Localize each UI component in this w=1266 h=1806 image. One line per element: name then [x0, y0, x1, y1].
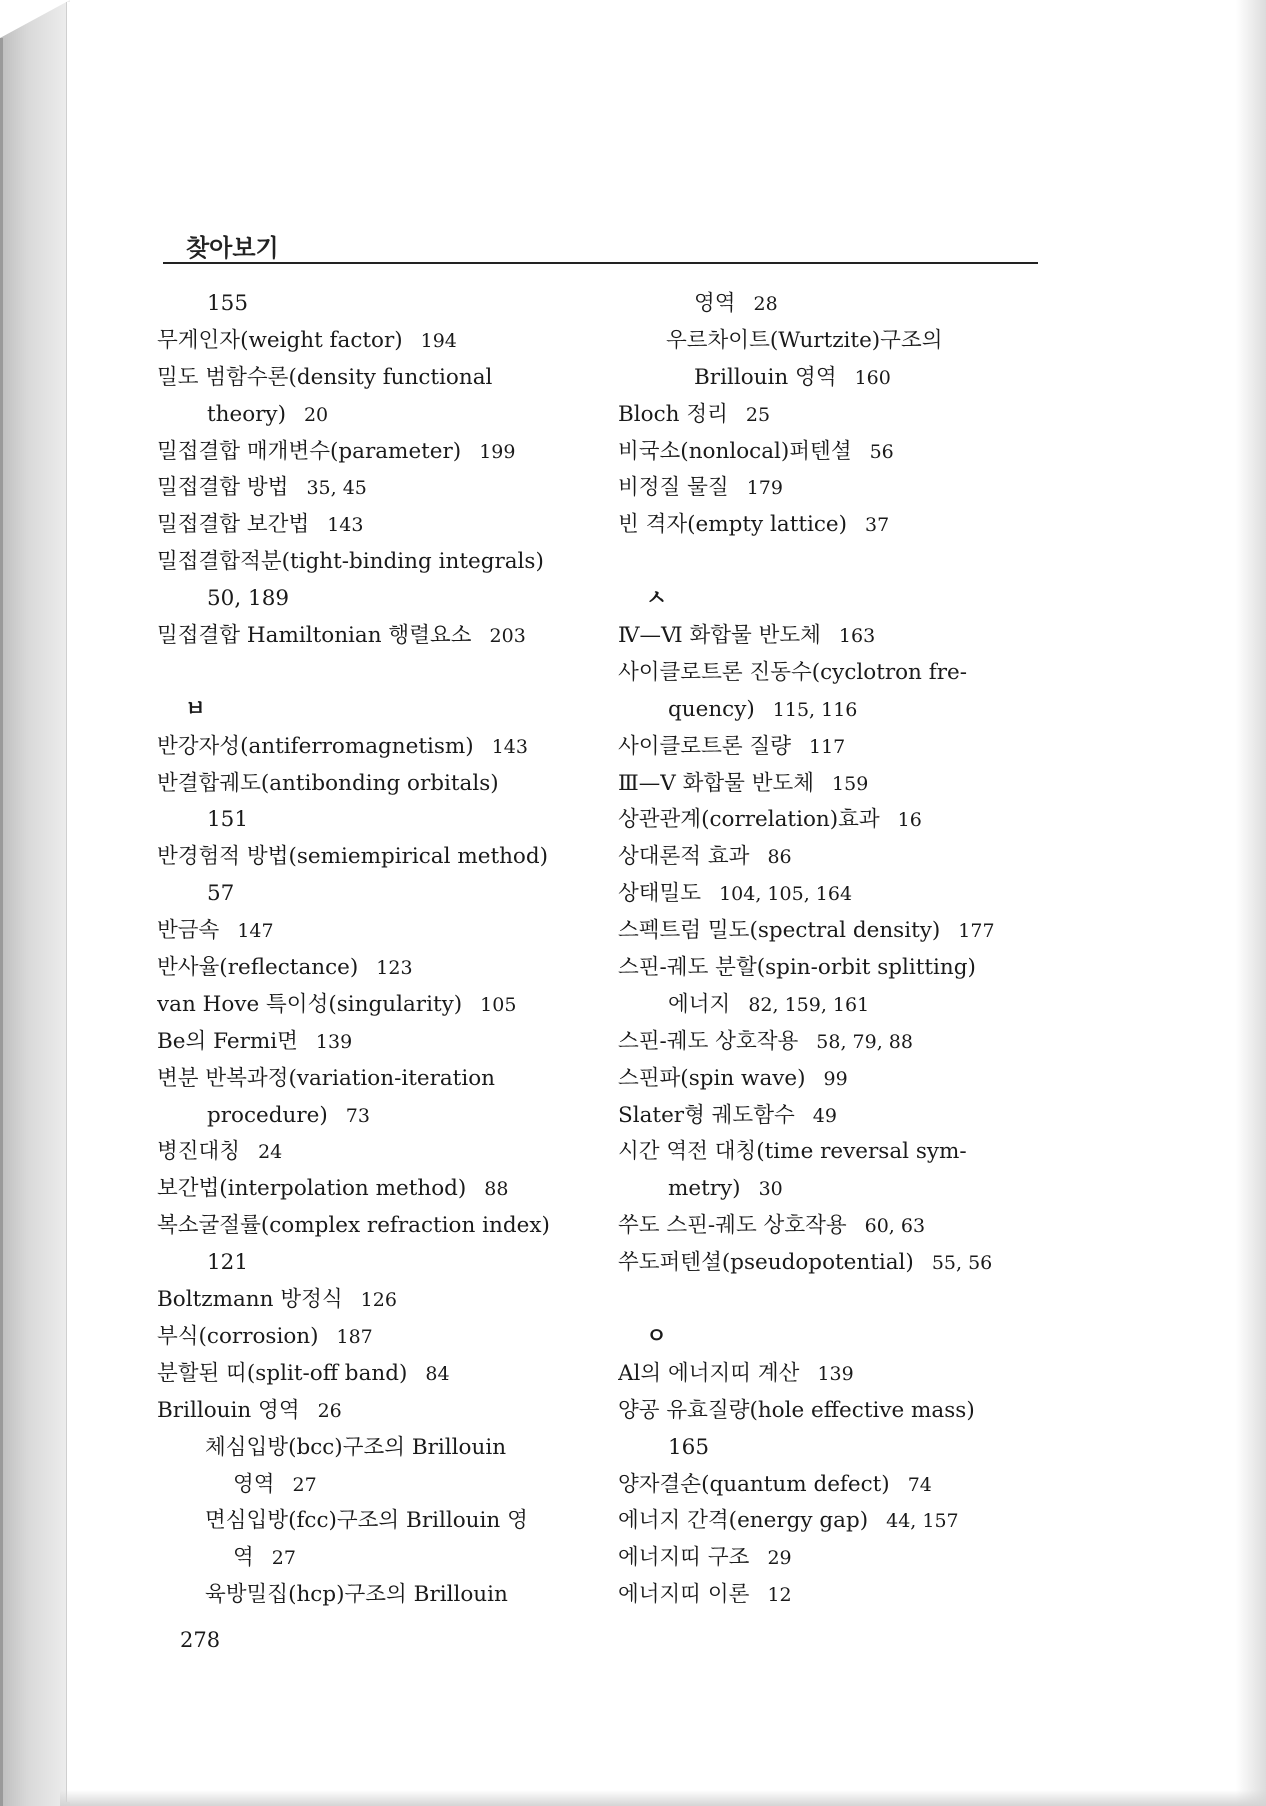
- index-entry: [157, 1577, 597, 1614]
- index-term: Ⅳ—Ⅵ 화합물 반도체: [618, 623, 821, 649]
- index-entry: [157, 1356, 597, 1393]
- index-entry: [157, 913, 597, 950]
- index-term: 50, 189: [207, 586, 290, 612]
- index-entry: [618, 1356, 1043, 1393]
- index-page-refs: 117: [809, 735, 846, 758]
- index-page-refs: 56: [869, 440, 894, 463]
- index-term: 사이클로트론 질량: [618, 733, 791, 759]
- index-entry: [618, 692, 1043, 729]
- index-page-refs: 16: [897, 809, 922, 832]
- index-entry: [157, 802, 597, 839]
- index-entry: [618, 1024, 1043, 1061]
- index-column-left: [157, 286, 597, 1614]
- index-term: 밀도 범함수론(density functional: [157, 364, 493, 390]
- index-page-refs: 86: [767, 846, 792, 869]
- index-term: Boltzmann 방정식: [157, 1287, 343, 1313]
- index-page-refs: 74: [907, 1473, 932, 1496]
- index-entry: [157, 1319, 597, 1356]
- index-term: 밀접결합적분(tight-binding integrals): [157, 549, 544, 575]
- index-term: 밀접결합 Hamiltonian 행렬요소: [157, 623, 472, 649]
- index-entry: [618, 950, 1043, 987]
- index-page-refs: 27: [292, 1473, 317, 1496]
- index-entry: [618, 876, 1043, 913]
- index-entry: [618, 766, 1043, 803]
- index-term: 반경험적 방법(semiempirical method): [157, 844, 549, 870]
- index-entry: [618, 1061, 1043, 1098]
- index-entry: [618, 507, 1043, 544]
- index-page-refs: 160: [854, 366, 891, 389]
- index-term: Brillouin 영역: [157, 1397, 300, 1423]
- index-term: 영역: [233, 1471, 275, 1497]
- index-term: 보간법(interpolation method): [157, 1176, 467, 1202]
- index-entry: [157, 1467, 597, 1504]
- index-entry: [618, 1282, 1043, 1319]
- index-term: 스핀-궤도 상호작용: [618, 1028, 799, 1054]
- index-term: 에너지 간격(energy gap): [618, 1508, 869, 1534]
- index-term: Brillouin 영역: [694, 364, 837, 390]
- index-term: 빈 격자(empty lattice): [618, 512, 848, 538]
- index-entry: [157, 397, 597, 434]
- index-entry: [618, 1467, 1043, 1504]
- index-term: 병진대칭: [157, 1139, 241, 1165]
- index-column-right: [618, 286, 1043, 1614]
- index-entry: [618, 913, 1043, 950]
- index-entry: [157, 1393, 597, 1430]
- index-entry: [157, 1208, 597, 1245]
- index-entry: [157, 1503, 597, 1540]
- index-section-heading: [157, 692, 597, 729]
- index-entry: [618, 729, 1043, 766]
- index-page-refs: 115, 116: [772, 698, 858, 721]
- index-entry: [618, 323, 1043, 360]
- index-term: 반결합궤도(antibonding orbitals): [157, 770, 499, 796]
- index-entry: [618, 987, 1043, 1024]
- index-entry: [157, 1098, 597, 1135]
- index-page-refs: 29: [767, 1547, 792, 1570]
- index-page-refs: 179: [746, 477, 783, 500]
- index-term: ㅅ: [646, 586, 667, 612]
- index-term: metry): [668, 1176, 741, 1202]
- index-term: 쑤도 스핀-궤도 상호작용: [618, 1213, 847, 1239]
- index-entry: [157, 581, 597, 618]
- index-entry: [157, 1430, 597, 1467]
- index-page-refs: 12: [767, 1584, 792, 1607]
- index-page-refs: 58, 79, 88: [816, 1030, 913, 1053]
- index-term: Ⅲ—Ⅴ 화합물 반도체: [618, 770, 815, 796]
- index-entry: [618, 544, 1043, 581]
- index-page-refs: 26: [317, 1399, 342, 1422]
- index-page-refs: 126: [360, 1289, 397, 1312]
- index-term: 상대론적 효과: [618, 844, 750, 870]
- index-entry: [157, 1171, 597, 1208]
- index-term: 반금속: [157, 918, 220, 944]
- index-page-refs: 28: [753, 293, 778, 315]
- index-entry: [618, 1540, 1043, 1577]
- index-entry: [157, 544, 597, 581]
- index-entry: [157, 1134, 597, 1171]
- index-entry: [618, 1430, 1043, 1467]
- index-entry: [618, 1208, 1043, 1245]
- index-page-refs: 88: [484, 1178, 509, 1201]
- index-entry: [618, 618, 1043, 655]
- index-term: 우르차이트(Wurtzite)구조의: [666, 327, 943, 353]
- index-term: 155: [207, 291, 249, 316]
- index-page-refs: 27: [271, 1547, 296, 1570]
- index-page-refs: 194: [420, 329, 457, 352]
- index-term: 무게인자(weight factor): [157, 327, 403, 353]
- index-entry: [618, 839, 1043, 876]
- index-page-refs: 60, 63: [864, 1215, 926, 1238]
- index-entry: [618, 802, 1043, 839]
- index-entry: [157, 766, 597, 803]
- index-term: quency): [668, 696, 755, 722]
- index-entry: [157, 987, 597, 1024]
- index-page-refs: 123: [376, 957, 413, 980]
- index-entry: [618, 286, 1043, 323]
- index-entry: [157, 1024, 597, 1061]
- index-entry: [618, 1503, 1043, 1540]
- index-term: 비정질 물질: [618, 475, 729, 501]
- index-page-refs: 44, 157: [886, 1510, 959, 1533]
- index-page-refs: 35, 45: [306, 477, 367, 500]
- index-section-heading: [618, 581, 1043, 618]
- index-term: 165: [668, 1434, 710, 1460]
- page-number: 278: [180, 1628, 221, 1652]
- index-term: 양자결손(quantum defect): [618, 1471, 890, 1497]
- index-term: 밀접결합 매개변수(parameter): [157, 438, 462, 464]
- page-bottom-shadow: [60, 1790, 1266, 1806]
- index-page-refs: 24: [258, 1141, 283, 1164]
- index-term: 151: [207, 807, 249, 833]
- index-term: 양공 유효질량(hole effective mass): [618, 1397, 975, 1423]
- page-right-shadow: [1236, 0, 1266, 1806]
- index-term: 비국소(nonlocal)퍼텐셜: [618, 438, 852, 464]
- index-page-refs: 104, 105, 164: [719, 883, 853, 906]
- index-entry: [157, 1282, 597, 1319]
- index-page-refs: 203: [489, 625, 526, 648]
- index-entry: [618, 1245, 1043, 1282]
- index-entry: [157, 286, 597, 323]
- index-term: 육방밀집(hcp)구조의 Brillouin: [205, 1582, 508, 1608]
- header-rule: [163, 262, 1038, 264]
- index-entry: [157, 876, 597, 913]
- index-entry: [157, 1061, 597, 1098]
- index-page-refs: 20: [303, 403, 329, 426]
- index-term: 면심입방(fcc)구조의 Brillouin 영: [205, 1508, 528, 1534]
- index-entry: [618, 434, 1043, 471]
- index-entry: [157, 434, 597, 471]
- index-term: 역: [233, 1545, 254, 1571]
- book-spine-side: [0, 0, 70, 1806]
- index-page-refs: 73: [345, 1104, 370, 1127]
- index-page-refs: 49: [812, 1104, 837, 1127]
- index-term: 에너지띠 구조: [618, 1545, 750, 1571]
- index-term: 57: [207, 881, 235, 907]
- index-term: ㅇ: [646, 1323, 667, 1349]
- index-page-refs: 177: [958, 920, 995, 943]
- index-entry: [618, 1393, 1043, 1430]
- index-entry: [157, 729, 597, 766]
- index-page-refs: 84: [425, 1362, 450, 1385]
- index-entry: [618, 655, 1043, 692]
- index-page-refs: 199: [479, 440, 516, 463]
- index-term: Slater형 궤도함수: [618, 1102, 795, 1128]
- index-term: 사이클로트론 진동수(cyclotron fre-: [618, 659, 967, 685]
- index-entry: [618, 1098, 1043, 1135]
- index-term: Be의 Fermi면: [157, 1028, 298, 1054]
- index-entry: [618, 360, 1043, 397]
- index-page-refs: 105: [480, 993, 517, 1016]
- index-page-refs: 139: [315, 1030, 353, 1053]
- index-page-refs: 147: [237, 920, 274, 943]
- index-entry: [157, 1540, 597, 1577]
- index-term: 스핀파(spin wave): [618, 1065, 806, 1091]
- index-entry: [157, 360, 597, 397]
- index-entry: [157, 655, 597, 692]
- index-term: Al의 에너지띠 계산: [618, 1360, 800, 1386]
- index-entry: [157, 323, 597, 360]
- index-term: 121: [207, 1250, 249, 1276]
- index-term: 밀접결합 보간법: [157, 512, 310, 538]
- index-term: 상태밀도: [618, 881, 702, 907]
- index-entry: [157, 618, 597, 655]
- book-spine-edge: [0, 38, 3, 1806]
- index-term: 상관관계(correlation)효과: [618, 807, 880, 833]
- index-term: procedure): [207, 1102, 328, 1128]
- index-term: 밀접결합 방법: [157, 475, 289, 501]
- index-term: 부식(corrosion): [157, 1323, 319, 1349]
- index-term: 스핀-궤도 분할(spin-orbit splitting): [618, 955, 976, 981]
- index-term: Bloch 정리: [618, 401, 728, 427]
- index-entry: [618, 1171, 1043, 1208]
- index-page-refs: 25: [745, 403, 771, 426]
- index-page-refs: 143: [327, 514, 364, 537]
- index-term: 체심입방(bcc)구조의 Brillouin: [205, 1434, 507, 1460]
- index-page-refs: 37: [865, 514, 890, 537]
- index-entry: [618, 1577, 1043, 1614]
- index-term: theory): [207, 401, 286, 427]
- index-page-refs: 159: [832, 772, 869, 795]
- index-term: 쑤도퍼텐셜(pseudopotential): [618, 1250, 914, 1276]
- index-term: 변분 반복과정(variation-iteration: [157, 1065, 495, 1091]
- index-term: van Hove 특이성(singularity): [157, 991, 463, 1017]
- index-entry: [157, 507, 597, 544]
- index-entry: [157, 950, 597, 987]
- index-entry: [618, 470, 1043, 507]
- index-page-refs: 82, 159, 161: [748, 993, 870, 1016]
- index-term: ㅂ: [185, 696, 206, 722]
- index-term: 분할된 띠(split-off band): [157, 1360, 408, 1386]
- index-entry: [157, 470, 597, 507]
- index-entry: [157, 1245, 597, 1282]
- index-page-refs: 55, 56: [931, 1252, 993, 1275]
- index-page-refs: 99: [823, 1067, 848, 1090]
- index-section-heading: [618, 1319, 1043, 1356]
- index-term: 반강자성(antiferromagnetism): [157, 733, 474, 759]
- index-entry: [618, 1134, 1043, 1171]
- index-page-refs: 187: [336, 1325, 373, 1348]
- index-page-refs: 163: [838, 625, 876, 648]
- index-entry: [157, 839, 597, 876]
- index-page-refs: 143: [491, 735, 528, 758]
- index-term: 시간 역전 대칭(time reversal sym-: [618, 1139, 967, 1165]
- index-page-refs: 139: [817, 1362, 854, 1385]
- index-term: 스펙트럼 밀도(spectral density): [618, 918, 941, 944]
- index-page-refs: 30: [758, 1178, 783, 1201]
- index-term: 영역: [694, 291, 736, 316]
- index-term: 복소굴절률(complex refraction index): [157, 1213, 550, 1239]
- index-term: 에너지띠 이론: [618, 1582, 750, 1608]
- index-term: 에너지: [668, 991, 731, 1017]
- index-term: 반사율(reflectance): [157, 955, 359, 981]
- index-entry: [618, 397, 1043, 434]
- page-title: 찾아보기: [186, 234, 279, 262]
